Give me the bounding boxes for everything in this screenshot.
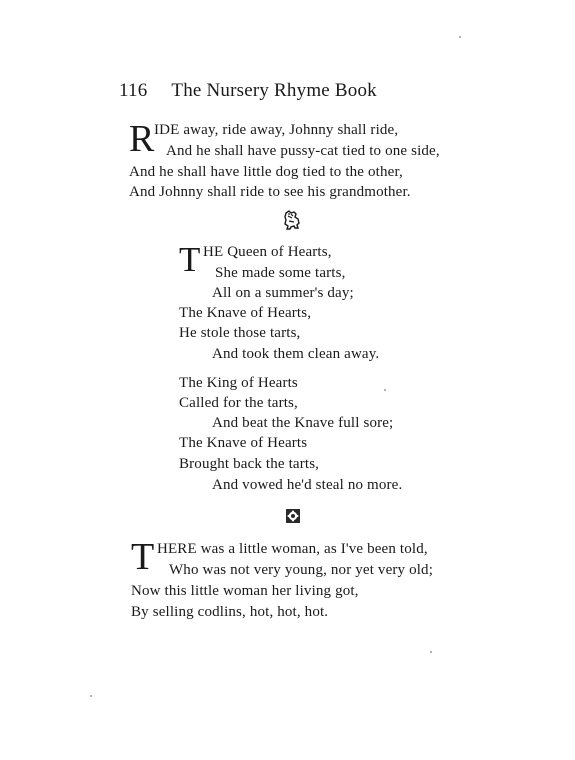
poem-line: IDE away, ride away, Johnny shall ride, [154,122,399,138]
poem-line: The Knave of Hearts, [179,305,312,321]
poem-line: And beat the Knave full sore; [212,415,394,431]
square-flower-ornament-icon [285,508,301,524]
poem-line: Who was not very young, nor yet very old; [169,562,434,578]
poem-line: All on a summer's day; [212,285,354,301]
poem-line: The Knave of Hearts [179,435,308,451]
dog-ornament-icon [283,210,301,230]
page-number: 116 [119,80,148,101]
poem-line: Called for the tarts, [179,395,298,411]
paper-speck [384,389,386,391]
poem-line: By selling codlins, hot, hot, hot. [131,604,329,620]
paper-speck [90,695,92,697]
drop-cap-r: R [129,118,155,160]
page-header [119,80,377,102]
paper-speck [459,36,461,38]
drop-cap-t: T [179,240,201,279]
poem-line: Now this little woman her living got, [131,583,359,599]
poem-line: Brought back the tarts, [179,456,320,472]
poem-line: And Johnny shall ride to see his grandmother. [129,184,411,200]
poem-line: HE Queen of Hearts, [203,244,332,260]
paper-speck [430,651,432,653]
poem-line: And took them clean away. [212,346,380,362]
poem-line: And he shall have little dog tied to the other, [129,164,403,180]
poem-line: And vowed he'd steal no more. [212,477,403,493]
poem-line: The King of Hearts [179,375,298,391]
book-title: The Nursery Rhyme Book [171,80,377,101]
poem-line: And he shall have pussy-cat tied to one side, [166,143,440,159]
drop-cap-t: T [131,536,155,578]
poem-line: HERE was a little woman, as I've been told, [157,541,428,557]
poem-line: He stole those tarts, [179,325,301,341]
poem-line: She made some tarts, [215,265,346,281]
